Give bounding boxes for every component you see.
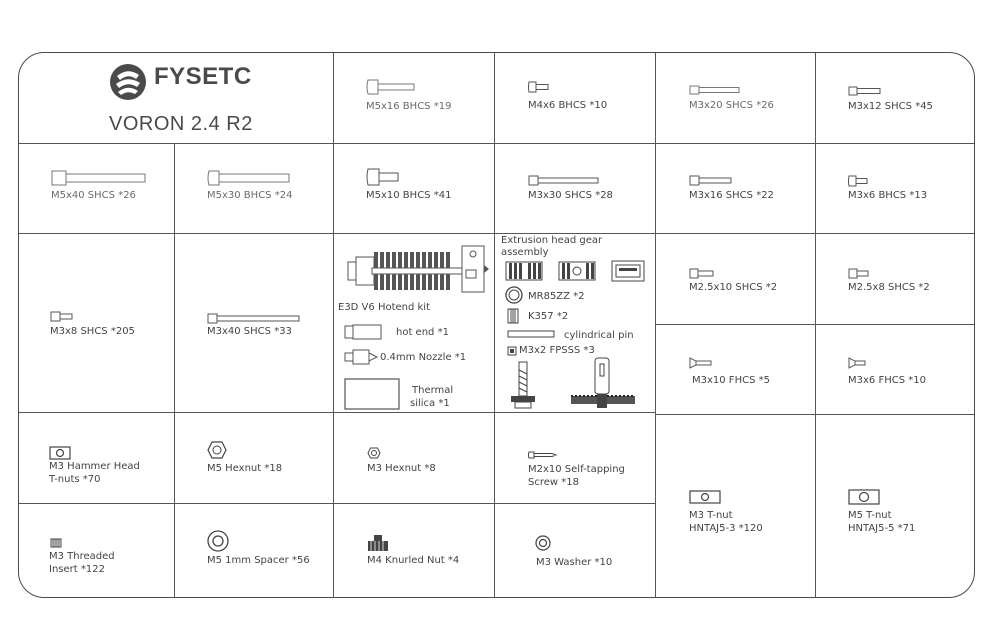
t-nut-icon (848, 489, 880, 505)
drive-gear-icon (558, 260, 596, 282)
hot-end-label: hot end *1 (396, 327, 449, 338)
part-label: M5 1mm Spacer *56 (207, 555, 310, 566)
part-label: M5x16 BHCS *19 (366, 101, 452, 112)
part-label: M2.5x10 SHCS *2 (689, 282, 778, 293)
flat-head-screw-icon (848, 357, 868, 369)
socket-head-screw-icon (689, 85, 741, 95)
cell-m3x6-bhcs (816, 144, 974, 234)
k357-icon (507, 308, 519, 324)
button-head-screw-icon (366, 79, 416, 95)
brand-name: FYSETC (154, 63, 252, 90)
hex-nut-icon (207, 441, 227, 459)
nozzle-label: 0.4mm Nozzle *1 (380, 352, 467, 363)
cell-m3x16-shcs (656, 144, 816, 234)
button-head-screw-icon (366, 168, 400, 186)
insert-label-2: Insert *122 (49, 564, 105, 575)
knurled-nut-icon (367, 534, 389, 552)
fpsss-label: M3x2 FPSSS *3 (519, 345, 595, 356)
part-label: M3x10 FHCS *5 (692, 375, 770, 386)
hot-end-icon (344, 324, 384, 340)
cell-m5x30-bhcs (175, 144, 334, 234)
socket-head-screw-icon (207, 313, 301, 324)
threaded-insert-icon (50, 538, 62, 548)
tnut5-label-1: M5 T-nut (848, 510, 892, 521)
cylindrical-pin-icon (507, 330, 555, 338)
hotend-title: E3D V6 Hotend kit (338, 302, 431, 313)
socket-head-screw-icon (689, 175, 733, 186)
fysetc-logo-icon (109, 63, 147, 101)
gear-housing-icon (611, 260, 645, 282)
insert-label-1: M3 Threaded (49, 551, 115, 562)
parts-sheet (18, 52, 975, 598)
k357-label: K357 *2 (528, 311, 569, 322)
cell-m5x16-bhcs (334, 53, 495, 144)
part-label: M3x30 SHCS *28 (528, 190, 613, 201)
socket-head-screw-icon (848, 86, 882, 96)
part-label: M3x16 SHCS *22 (689, 190, 774, 201)
cell-knurled-nut (334, 504, 495, 597)
part-label: M5 Hexnut *18 (207, 463, 283, 474)
set-screw-icon (507, 346, 517, 356)
gear-icon (569, 358, 637, 410)
cell-m3-tnut (656, 415, 816, 597)
pin-label: cylindrical pin (564, 330, 634, 341)
part-label: M3x6 BHCS *13 (848, 190, 928, 201)
tnut3-label-1: M3 T-nut (689, 510, 733, 521)
cell-m5x10-bhcs (334, 144, 495, 234)
cell-m2-5x8-shcs (816, 234, 974, 325)
hammer-label-2: T-nuts *70 (49, 474, 101, 485)
part-label: M4 Knurled Nut *4 (367, 555, 460, 566)
part-label: M5x10 BHCS *41 (366, 190, 452, 201)
button-head-screw-icon (528, 81, 552, 93)
cell-m3x20-shcs (656, 53, 816, 144)
part-label: M3x40 SHCS *33 (207, 326, 292, 337)
button-head-screw-icon (848, 175, 870, 187)
washer-icon (535, 535, 551, 551)
cell-extrusion-gear (495, 234, 656, 413)
cell-m4x6-bhcs (495, 53, 656, 144)
cell-m5-tnut (816, 415, 974, 597)
cell-hotend-kit (334, 234, 495, 413)
part-label: M5x30 BHCS *24 (207, 190, 293, 201)
self-tapping-screw-icon (528, 451, 558, 459)
socket-head-screw-icon (51, 170, 147, 186)
part-label: M3x12 SHCS *45 (848, 101, 933, 112)
cell-m5x40-shcs (19, 144, 175, 234)
button-head-screw-icon (207, 170, 291, 186)
model-name: VORON 2.4 R2 (109, 113, 253, 135)
tnut3-label-2: HNTAJ5-3 *120 (689, 523, 763, 534)
cell-m3x40-shcs (175, 234, 334, 413)
part-label: M3x8 SHCS *205 (50, 326, 135, 337)
socket-head-screw-icon (848, 268, 870, 279)
cell-m5-hexnut (175, 413, 334, 504)
tnut5-label-2: HNTAJ5-5 *71 (848, 523, 916, 534)
hammer-nut-icon (49, 446, 71, 460)
cell-m3x10-fhcs (656, 325, 816, 415)
spacer-icon (207, 530, 229, 552)
cell-m3x30-shcs (495, 144, 656, 234)
self-label-1: M2x10 Self-tapping (528, 464, 625, 475)
extrusion-title-1: Extrusion head gear (501, 235, 603, 246)
nozzle-icon (344, 349, 380, 365)
cell-self-tapping (495, 413, 656, 504)
part-label: M4x6 BHCS *10 (528, 100, 608, 111)
socket-head-screw-icon (50, 311, 74, 322)
flat-head-screw-icon (689, 357, 713, 369)
bearing-icon (505, 286, 523, 304)
cell-hammer-tnut (19, 413, 175, 504)
cell-m3-hexnut (334, 413, 495, 504)
part-label: M3 Washer *10 (536, 557, 613, 568)
part-label: M2.5x8 SHCS *2 (848, 282, 930, 293)
part-label: M3 Hexnut *8 (367, 463, 436, 474)
cell-m3x6-fhcs (816, 325, 974, 415)
part-label: M3x20 SHCS *26 (689, 100, 774, 111)
part-label: M3x6 FHCS *10 (848, 375, 926, 386)
cell-m3x12-shcs (816, 53, 974, 144)
hotend-icon (346, 240, 490, 298)
cell-m3x8-shcs (19, 234, 175, 413)
extrusion-title-2: assembly (501, 247, 549, 258)
drive-gear-icon (505, 260, 543, 282)
hex-nut-icon (367, 447, 381, 459)
cell-m5-spacer (175, 504, 334, 597)
socket-head-screw-icon (689, 268, 715, 279)
cell-m3-washer (495, 504, 656, 597)
cell-m2-5x10-shcs (656, 234, 816, 325)
thermal-label-1: Thermal (412, 385, 454, 396)
socket-head-screw-icon (528, 175, 600, 186)
self-label-2: Screw *18 (528, 477, 579, 488)
logo-cell (19, 53, 334, 144)
bearing-label: MR85ZZ *2 (528, 291, 585, 302)
part-label: M5x40 SHCS *26 (51, 190, 136, 201)
thermal-label-2: silica *1 (410, 398, 450, 409)
gear-shaft-icon (509, 362, 537, 410)
hammer-label-1: M3 Hammer Head (49, 461, 140, 472)
t-nut-icon (689, 490, 721, 504)
cell-threaded-insert (19, 504, 175, 597)
thermal-silica-icon (344, 378, 400, 410)
